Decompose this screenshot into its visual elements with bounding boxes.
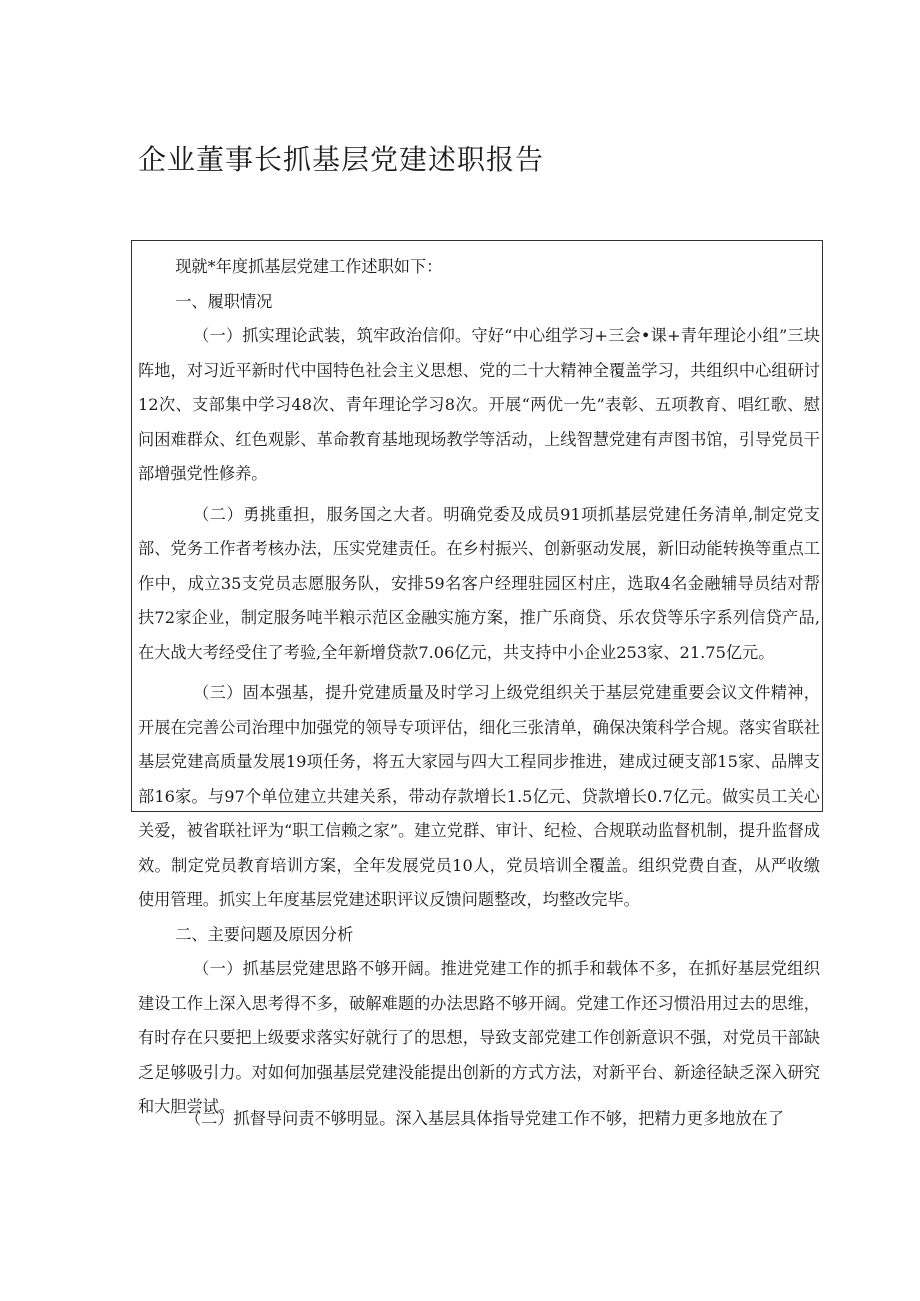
section-1-paragraph-1: （一）抓实理论武装，筑牢政治信仰。守好“中心组学习+三会•课+青年理论小组”三块阵地，对习近平新时代中国特色社会主义思想、党的二十大精神全覆盖学习，共组织中心组研讨12次、支部集中学习48次、青年理论学习8次。开展“两优一先”表彰、五项教育、唱红歌、慰问困难群众、红色观影、革命教育基地现场教学等活动，上线智慧党建有声图书馆，引导党员干部增强党性修养。 <box>138 326 820 483</box>
report-content-box <box>131 240 823 1116</box>
section-2-paragraph-2: （二）抓督导问责不够明显。深入基层具体指导党建工作不够，把精力更多地放在了 <box>184 1109 784 1128</box>
section-1-paragraph-3: （三）固本强基，提升党建质量及时学习上级党组织关于基层党建重要会议文件精神，开展在完善公司治理中加强党的领导专项评估，细化三张清单，确保决策科学合规。落实省联社基层党建高质量发展19项任务，将五大家园与四大工程同步推进，建成过硬支部15家、品牌支部16家。与97个单位建立共建关系，带动存款增长1.5亿元、贷款增长0.7亿元。做实员工关心关爱，被省联社评为“职工信赖之家”。建立党群、审计、纪检、合规联动监督机制，提升监督成效。制定党员教育培训方案，全年发展党员10人，党员培训全覆盖。组织党费自查，从严收缴使用管理。抓实上年度基层党建述职评议反馈问题整改，均整改完毕。 <box>138 683 820 909</box>
section-2-paragraph-1: （一）抓基层党建思路不够开阔。推进党建工作的抓手和载体不多，在抓好基层党组织建设工作上深入思考得不多，破解难题的办法思路不够开阔。党建工作还习惯沿用过去的思维，有时存在只要把上级要求落实好就行了的思想，导致支部党建工作创新意识不强，对党员干部缺乏足够吸引力。对如何加强基层党建没能提出创新的方式方法，对新平台、新途径缺乏深入研究和大胆尝试。 <box>138 959 820 1116</box>
section-1-paragraph-2: （二）勇挑重担，服务国之大者。明确党委及成员91项抓基层党建任务清单,制定党支部、党务工作者考核办法，压实党建责任。在乡村振兴、创新驱动发展，新旧动能转换等重点工作中，成立35支党员志愿服务队，安排59名客户经理驻园区村庄，选取4名金融辅导员结对帮扶72家企业，制定服务吨半粮示范区金融实施方案，推广乐商贷、乐农贷等乐字系列信贷产品,在大战大考经受住了考验,全年新增贷款7.06亿元，共支持中小企业253家、21.75亿元。 <box>138 504 820 662</box>
intro-paragraph: 现就*年度抓基层党建工作述职如下： <box>175 257 443 276</box>
section-1-heading: 一、履职情况 <box>175 291 273 311</box>
section-2-heading: 二、主要问题及原因分析 <box>175 924 354 944</box>
document-title: 企业董事长抓基层党建述职报告 <box>138 143 545 176</box>
